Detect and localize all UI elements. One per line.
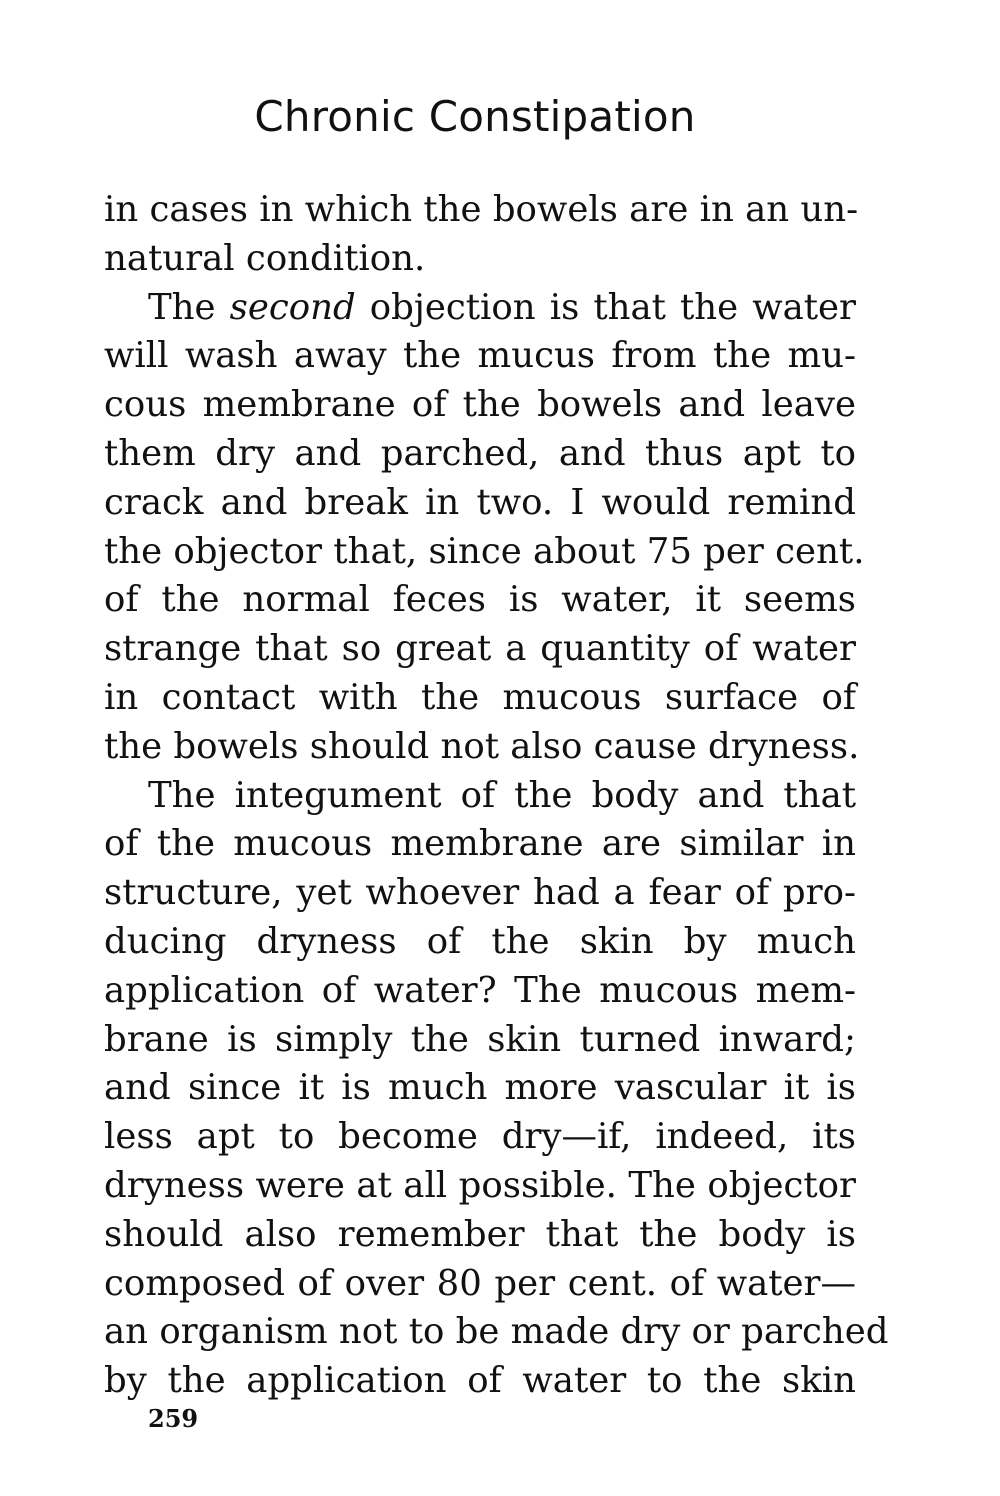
text-line: dryness were at all possible. The objector [104,1164,856,1206]
text-line: composed of over 80 per cent. of water— [104,1262,856,1304]
text-line [104,284,856,333]
text-line: natural condition. [104,237,426,279]
text-line: ducing dryness of the skin by much [104,920,856,962]
text-line: should also remember that the body is [104,1213,856,1255]
text-line: the bowels should not also cause dryness. [104,725,860,767]
emphasis-word: second [229,286,356,328]
text-line: application of water? The mucous mem- [104,969,856,1011]
text-line: crack and break in two. I would remind [104,481,856,523]
text-line: structure, yet whoever had a fear of pro- [104,872,856,914]
text-line: brane is simply the skin turned inward; [104,1018,856,1060]
text-line: cous membrane of the bowels and leave [104,384,856,426]
line-rest: objection is that the water [369,286,856,328]
text-line: of the mucous membrane are similar in [104,823,856,865]
text-line: of the normal feces is water, it seems [104,579,856,621]
text-line: will wash away the mucus from the mu- [104,335,856,377]
text-line: The integument of the body and that [148,774,856,816]
text-line: an organism not to be made dry or parched [104,1311,889,1353]
text-line: less apt to become dry—if, indeed, its [104,1116,856,1158]
text-line: and since it is much more vascular it is [104,1067,856,1109]
text-line: the objector that, since about 75 per cent. [104,530,865,572]
text-line: in contact with the mucous surface of [104,676,856,718]
body-text [104,186,889,1406]
text-line: in cases in which the bowels are in an un- [104,189,859,230]
text-line: by the application of water to the skin [104,1360,856,1402]
page-number: 259 [148,1404,199,1433]
running-head: Chronic Constipation [254,92,696,141]
text-line: strange that so great a quantity of water [104,628,856,670]
text-line: them dry and parched, and thus apt to [104,432,856,474]
lead-word: The [148,286,216,328]
